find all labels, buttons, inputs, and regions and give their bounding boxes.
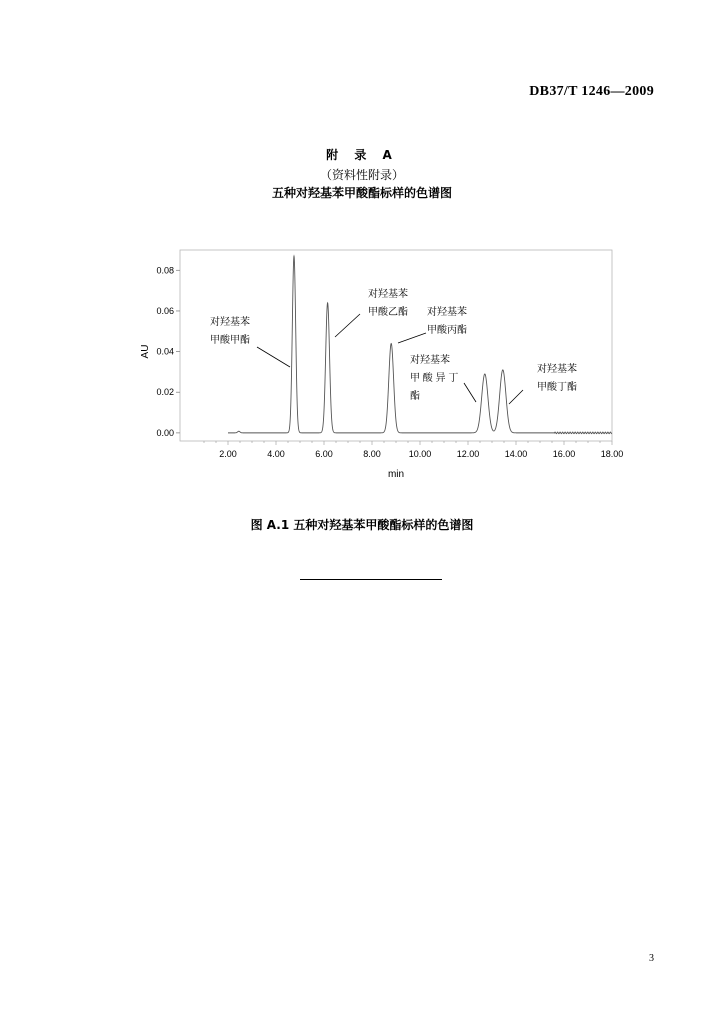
peak-leader-line (335, 314, 360, 337)
y-tick-label: 0.04 (156, 346, 174, 357)
peak-label-line: 对羟基苯 (368, 289, 408, 300)
end-rule (300, 579, 442, 580)
x-tick-label: 18.00 (600, 449, 624, 459)
x-tick-label: 6.00 (315, 449, 333, 459)
peak-label (427, 305, 467, 336)
peak-label (537, 362, 577, 393)
peak-leader-line (509, 390, 523, 404)
y-tick-label: 0.00 (156, 427, 174, 438)
peak-label (210, 315, 250, 346)
peak-label (410, 353, 458, 402)
peak-label (368, 287, 408, 318)
peak-leader-line (398, 333, 426, 343)
peak-label-line: 甲酸丁酯 (537, 382, 577, 393)
y-tick-label: 0.02 (156, 387, 174, 398)
x-tick-label: 10.00 (408, 449, 432, 459)
peak-label-line: 酯 (410, 391, 420, 402)
y-axis-label: AU (140, 344, 151, 359)
x-tick-label: 14.00 (504, 449, 528, 459)
peak-label-line: 甲酸乙酯 (368, 307, 408, 318)
x-tick-label: 12.00 (456, 449, 480, 459)
appendix-heading: 五种对羟基苯甲酸酯标样的色谱图 (271, 186, 452, 200)
chromatogram-trace (228, 256, 612, 434)
peak-label-line: 对羟基苯 (210, 317, 250, 328)
y-tick-label: 0.06 (156, 305, 174, 316)
x-tick-label: 16.00 (552, 449, 576, 459)
peak-leader-line (257, 347, 290, 367)
peak-label-line: 甲酸甲酯 (210, 335, 250, 346)
x-tick-label: 8.00 (363, 449, 381, 459)
x-tick-label: 4.00 (267, 449, 285, 459)
peak-label-line: 甲酸丙酯 (427, 325, 467, 336)
chromatogram-chart (130, 240, 630, 480)
figure-caption: 图 A.1 五种对羟基苯甲酸酯标样的色谱图 (250, 518, 474, 532)
x-axis-label: min (387, 469, 405, 480)
peak-label-line: 对羟基苯 (427, 307, 467, 318)
peak-label-line: 对羟基苯 (537, 364, 577, 375)
peak-label-line: 甲 酸 异 丁 (410, 373, 459, 384)
y-tick-label: 0.08 (156, 265, 174, 276)
x-tick-label: 2.00 (219, 449, 237, 459)
appendix-subtitle: （资料性附录） (319, 168, 404, 182)
standard-number: DB37/T 1246—2009 (529, 84, 654, 99)
peak-label-line: 对羟基苯 (410, 355, 450, 366)
page-number: 3 (649, 953, 654, 964)
peak-leader-line (464, 383, 476, 402)
appendix-title: 附 录 A (326, 148, 398, 162)
